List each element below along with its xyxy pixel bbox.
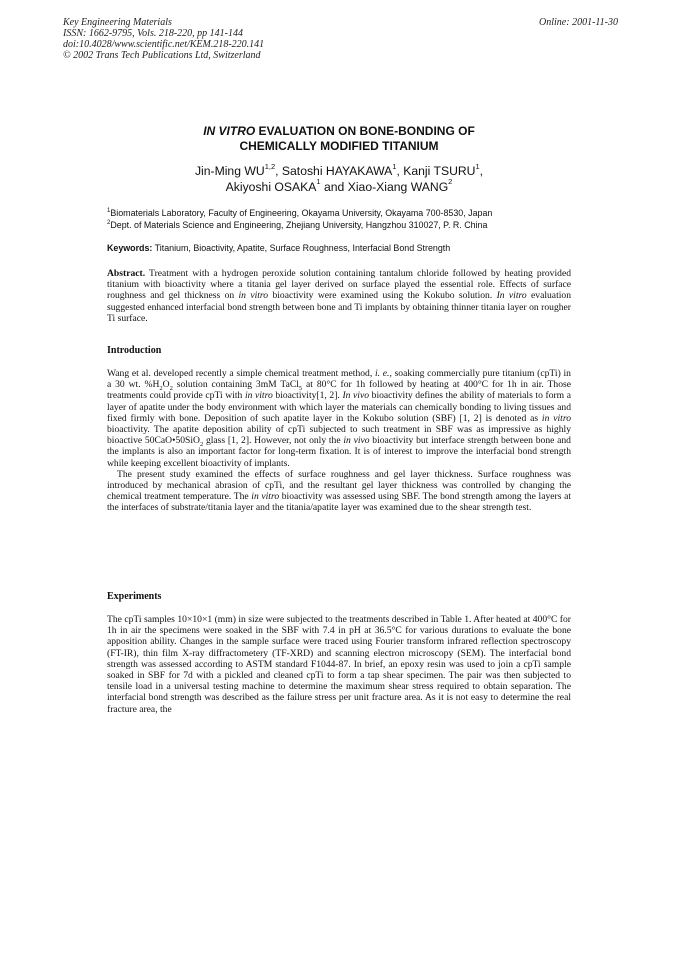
keywords-label: Keywords: [107,243,153,253]
keywords-text: Titanium, Bioactivity, Apatite, Surface Roughness, Interfacial Bond Strength [152,243,451,253]
authors-line-1 [90,161,588,180]
para-italic: in vitro [244,390,273,402]
author-sep: , [479,164,484,178]
affiliation-2 [107,220,571,232]
journal-copyright: © 2002 Trans Tech Publications Ltd, Switzerland [63,50,261,61]
title-line-1-rest: EVALUATION ON BONE-BONDING OF [255,124,475,138]
para-text: bioactivity. The apatite deposition ability of cpTi subjected to such treatment in SBF was as impressive as highly bioactive 50CaO•50SiO [107,424,571,447]
abstract-label: Abstract. [107,268,146,279]
abstract-italic: In vitro [496,290,527,302]
authors-line-2 [90,177,588,196]
author-name: , Kanji TSURU [396,164,476,178]
para-text: , soaking commercially pure titanium (cpTi) in a 30 wt. %H [107,368,571,391]
para-italic: in vitro [541,412,571,424]
para-text: O [162,379,170,391]
affiliations [107,208,571,231]
affiliation-sup: 1 [107,208,111,215]
author-affil-sup: 1 [316,177,321,187]
author-affil-sup: 1 [392,161,397,171]
author-affil-sup: 1 [475,161,480,171]
para-text: bioactivity but interface strength between bone and the implants is also an important factor for long-term fixation. It is of interest to improve the interfacial bond strength while keeping excellent bioactivity of implants. [107,435,571,469]
abstract-text: Treatment with a hydrogen peroxide solution containing tantalum chloride followed by heating provided titanium with bioactivity where a titania gel layer derived on surface played the essential role. Effects of surface roughness and gel thickness on [107,268,571,302]
author-affil-sup: 1,2 [264,161,276,171]
para-text: Wang et al. developed recently a simple chemical treatment method, [107,368,375,379]
section-heading-experiments: Experiments [107,591,162,602]
journal-header [63,17,618,61]
para-sub: 5 [298,385,303,393]
affiliation-sup: 2 [107,219,111,226]
experiments-paragraph-1: The cpTi samples 10×10×1 (mm) in size were subjected to the treatments described in Table 1. After heated at 400°C for 1h in air the specimens were soaked in the SBF with 7.4 in pH at 36.5°C for various durations to evaluate the bone apposition ability. Changes in the sample surface were traced using Fourier transform infrared reflection spectroscopy (FT-IR), thin film X-ray diffractometery (TF-XRD) and scanning electron microscopy (SEM). The interfacial bond strength was assessed according to ASTM standard F1044-87. In brief, an epoxy resin was used to join a cpTi sample soaked in SBF for 7d with a pickled and cleaned cpTi to form a tap shear specimen. The pair was then subjected to tensile load in a universal testing machine to determine the maximum shear stress required to obtain separation. The interfacial bond strength was described as the failure stress per unit fracture area. As it is not easy to determine the real fracture area, the [107,614,571,715]
abstract-italic: in vitro [238,290,269,302]
abstract-text: evaluation suggested enhanced interfacial bond strength between bone and Ti implants by obtaining thinner titania layer on rougher Ti surface. [107,290,571,324]
journal-name: Key Engineering Materials [63,17,172,28]
experiments-body [107,614,571,715]
title-line-1 [90,124,588,139]
introduction-paragraph-1 [107,368,571,469]
para-text: bioactivity defines the ability of materials to form a layer of apatite under the body environment with which layer the materials can chemically bonding to living tissues and fixed firmly with bone. Deposition of such apatite layer in the Kokubo solution (SBF) [1, 2] is denoted as [107,390,572,424]
online-date: Online: 2001-11-30 [539,17,618,28]
author-name: Jin-Ming WU [194,164,265,178]
journal-issn: ISSN: 1662-9795, Vols. 218-220, pp 141-144 [63,28,243,39]
author-list [90,161,588,195]
para-italic: i. e. [374,368,390,379]
para-sub: 2 [159,385,163,393]
para-text: at 80°C for 1h followed by heating at 400°C for 1h in air. Those treatments could provide cpTi with [107,379,571,402]
para-text: solution containing 3mM TaCl [172,379,299,391]
introduction-paragraph-2 [107,469,571,514]
introduction-body [107,368,571,514]
keywords [107,243,571,254]
author-name: Akiyoshi OSAKA [225,179,317,194]
affiliation-1 [107,208,571,220]
journal-doi: doi:10.4028/www.scientific.net/KEM.218-220.141 [63,39,265,50]
section-heading-introduction: Introduction [107,345,162,356]
author-name: , Satoshi HAYAKAWA [275,164,393,178]
para-text: The present study examined the effects of surface roughness and gel layer thickness. Surface roughness was introduced by mechanical abrasion of cpTi, and the resultant gel layer thickness was controlled by changing the chemical treatment temperature. The [107,468,571,503]
title-italic: IN VITRO [203,124,256,138]
abstract-text: bioactivity were examined using the Kokubo solution. [268,290,497,302]
title-line-2: CHEMICALLY MODIFIED TITANIUM [239,139,439,153]
para-sub: 2 [199,441,204,449]
para-text: bioactivity[1, 2]. [272,390,343,402]
para-italic: in vitro [251,491,280,503]
para-italic: in vivo [343,435,370,447]
paper-title [90,124,588,154]
para-sub: 2 [169,385,173,393]
para-text: glass [1, 2]. However, not only the [203,435,344,447]
author-name: and Xiao-Xiang WANG [320,179,449,194]
affiliation-text: Biomaterials Laboratory, Faculty of Engineering, Okayama University, Okayama 700-8530, Japan [110,208,493,218]
abstract [107,268,571,324]
para-italic: In vivo [342,390,370,402]
affiliation-text: Dept. of Materials Science and Engineering, Zhejiang University, Hangzhou 310027, P. R. China [110,219,488,230]
author-affil-sup: 2 [448,177,453,187]
para-text: bioactivity was assessed using SBF. The bond strength among the layers at the interfaces of substrate/titania layer and the titania/apatite layer was examined due to the shear strength test. [107,491,571,514]
